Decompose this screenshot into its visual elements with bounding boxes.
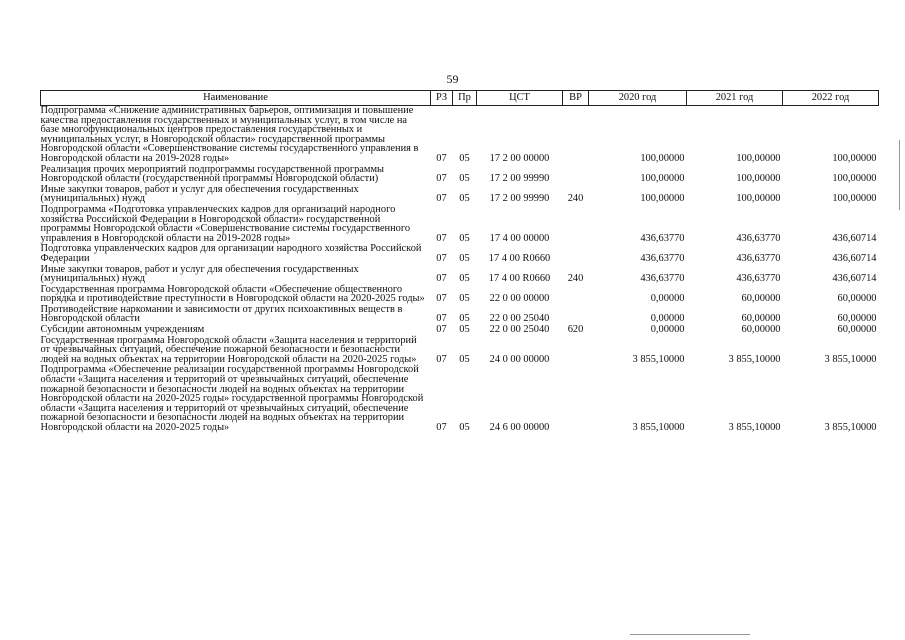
table-row [41, 285, 879, 305]
cell-2021: 100,00000 [736, 193, 781, 205]
cell-cst: 24 0 00 00000 [489, 353, 550, 365]
cell-2020: 0,00000 [650, 293, 685, 305]
cell-pr: 05 [459, 353, 470, 365]
cell-pr: 05 [459, 173, 470, 185]
column-header-vr: ВР [563, 91, 589, 106]
cell-2021: 100,00000 [736, 173, 781, 185]
cell-vr [563, 305, 589, 325]
cell-name: Государственная программа Новгородской области «Защита населения и территорий от чрезвычайных ситуаций, обеспечение пожарной безопасности и безопасности людей на водных объектах на территории Новгородской области на 2020-2025 годы» [40, 334, 417, 365]
cell-2022: 436,60714 [832, 252, 877, 264]
cell-2021: 100,00000 [736, 152, 781, 164]
cell-2022: 100,00000 [832, 173, 877, 185]
column-header-pr: Пр [453, 91, 477, 106]
column-header-name: Наименование [41, 91, 431, 106]
cell-cst: 17 2 00 99990 [489, 173, 550, 185]
cell-name: Противодействие наркомании и зависимости от других психоактивных веществ в Новгородской области [40, 303, 403, 325]
cell-rz: 07 [436, 324, 447, 336]
cell-2020: 436,63770 [640, 252, 685, 264]
cell-pr: 05 [459, 422, 470, 433]
column-header-2020: 2020 год [589, 91, 687, 106]
cell-pr: 05 [459, 152, 470, 164]
cell-2021: 436,63770 [736, 252, 781, 264]
cell-cst: 17 2 00 99990 [489, 193, 550, 205]
cell-2020: 436,63770 [640, 232, 685, 244]
cell-2022: 3 855,10000 [824, 422, 877, 433]
cell-2020: 100,00000 [640, 193, 685, 205]
cell-pr: 05 [459, 252, 470, 264]
cell-name: Подпрограмма «Снижение административных барьеров, оптимизация и повышение качества предоставления государственных и муниципальных услуг, в том числе на базе многофункциональных центров предоставления государственных и муниципальных услуг, в Новгородской области» государственной программы Новгородской области «Совершенствование системы государственного управления в Новгородской области на 2019-2028 годы» [40, 105, 419, 164]
cell-rz: 07 [436, 193, 447, 205]
cell-2022: 60,00000 [837, 313, 877, 325]
table-row [41, 305, 879, 325]
column-header-2022: 2022 год [783, 91, 879, 106]
cell-rz: 07 [436, 422, 447, 433]
cell-vr [563, 365, 589, 433]
table-row [41, 165, 879, 185]
cell-2021: 3 855,10000 [728, 422, 781, 433]
cell-pr: 05 [459, 313, 470, 325]
cell-pr: 05 [459, 232, 470, 244]
cell-cst: 22 0 00 25040 [489, 324, 550, 336]
cell-pr: 05 [459, 324, 470, 336]
cell-vr [563, 106, 589, 165]
cell-2020: 3 855,10000 [632, 422, 685, 433]
table-header-row [41, 91, 879, 106]
column-header-2021: 2021 год [687, 91, 783, 106]
cell-pr: 05 [459, 193, 470, 205]
table-row [41, 244, 879, 264]
cell-name: Подготовка управленческих кадров для организации народного хозяйства Российской Федерации [40, 243, 422, 264]
cell-name: Государственная программа Новгородской области «Обеспечение общественного порядка и противодействие преступности в Новгородской области на 2020-2025 годы» [40, 283, 425, 305]
cell-vr [563, 244, 589, 264]
cell-cst: 24 6 00 00000 [489, 422, 550, 433]
cell-2022: 60,00000 [837, 293, 877, 305]
cell-2020: 436,63770 [640, 273, 685, 285]
cell-cst: 17 4 00 00000 [489, 232, 550, 244]
scan-edge-mark [630, 634, 750, 635]
cell-name: Иные закупки товаров, работ и услуг для обеспечения государственных (муниципальных) нужд [40, 263, 359, 285]
table-row [41, 336, 879, 366]
cell-vr [563, 205, 589, 244]
cell-rz: 07 [436, 293, 447, 305]
cell-name: Реализация прочих мероприятий подпрограммы государственной программы Новгородской области (государственной программы Новгородской области) [40, 163, 385, 185]
cell-2021: 436,63770 [736, 273, 781, 285]
cell-cst: 22 0 00 00000 [489, 293, 550, 305]
cell-2022: 436,60714 [832, 273, 877, 285]
cell-2022: 60,00000 [837, 324, 877, 336]
cell-2020: 100,00000 [640, 152, 685, 164]
cell-name: Субсидии автономным учреждениям [40, 324, 205, 336]
cell-2020: 0,00000 [650, 324, 685, 336]
cell-pr: 05 [459, 273, 470, 285]
page-number: 59 [446, 72, 459, 86]
cell-name: Иные закупки товаров, работ и услуг для обеспечения государственных (муниципальных) нужд [40, 183, 359, 205]
cell-2022: 100,00000 [832, 193, 877, 205]
cell-rz: 07 [436, 353, 447, 365]
cell-2022: 3 855,10000 [824, 353, 877, 365]
scan-edge-mark [899, 140, 900, 210]
cell-vr: 620 [567, 324, 584, 336]
cell-rz: 07 [436, 152, 447, 164]
cell-2021: 60,00000 [741, 293, 781, 305]
cell-rz: 07 [436, 252, 447, 264]
cell-cst: 22 0 00 25040 [489, 313, 550, 325]
cell-2021: 436,63770 [736, 232, 781, 244]
cell-2020: 0,00000 [650, 313, 685, 325]
budget-table [40, 90, 879, 434]
cell-cst: 17 4 00 R0660 [488, 273, 551, 285]
cell-name: Подпрограмма «Обеспечение реализации государственной программы Новгородской области «Защита населения и территорий от чрезвычайных ситуаций, обеспечение пожарной безопасности и безопасности людей на водных объектах на территории Новгородской области на 2020-2025 годы» государственной программы Новгородской области «Защита населения и территорий от чрезвычайных ситуаций, обеспечение пожарной безопасности и безопасности людей на водных объектах на территории Новгородской области на 2020-2025 годы» [40, 364, 424, 433]
cell-2021: 3 855,10000 [728, 353, 781, 365]
cell-vr [563, 165, 589, 185]
cell-2021: 60,00000 [741, 324, 781, 336]
cell-cst: 17 2 00 00000 [489, 152, 550, 164]
cell-rz: 07 [436, 313, 447, 325]
cell-rz: 07 [436, 173, 447, 185]
cell-2021: 60,00000 [741, 313, 781, 325]
cell-rz: 07 [436, 273, 447, 285]
table-row [41, 205, 879, 244]
table-row [41, 365, 879, 433]
column-header-rz: РЗ [431, 91, 453, 106]
cell-2020: 3 855,10000 [632, 353, 685, 365]
cell-cst: 17 4 00 R0660 [488, 252, 551, 264]
cell-vr [563, 336, 589, 366]
cell-vr: 240 [567, 273, 584, 285]
cell-pr: 05 [459, 293, 470, 305]
cell-2020: 100,00000 [640, 173, 685, 185]
cell-rz: 07 [436, 232, 447, 244]
table-row [41, 106, 879, 165]
table-row [41, 185, 879, 205]
cell-2022: 436,60714 [832, 232, 877, 244]
table-row [41, 265, 879, 285]
cell-vr: 240 [567, 193, 584, 205]
column-header-cst: ЦСТ [477, 91, 563, 106]
cell-vr [563, 285, 589, 305]
cell-2022: 100,00000 [832, 152, 877, 164]
cell-name: Подпрограмма «Подготовка управленческих кадров для организаций народного хозяйства Российской Федерации в Новгородской области» государственной программы Новгородской области «Совершенствование системы государственного управления в Новгородской области на 2019-2028 годы» [40, 203, 411, 244]
